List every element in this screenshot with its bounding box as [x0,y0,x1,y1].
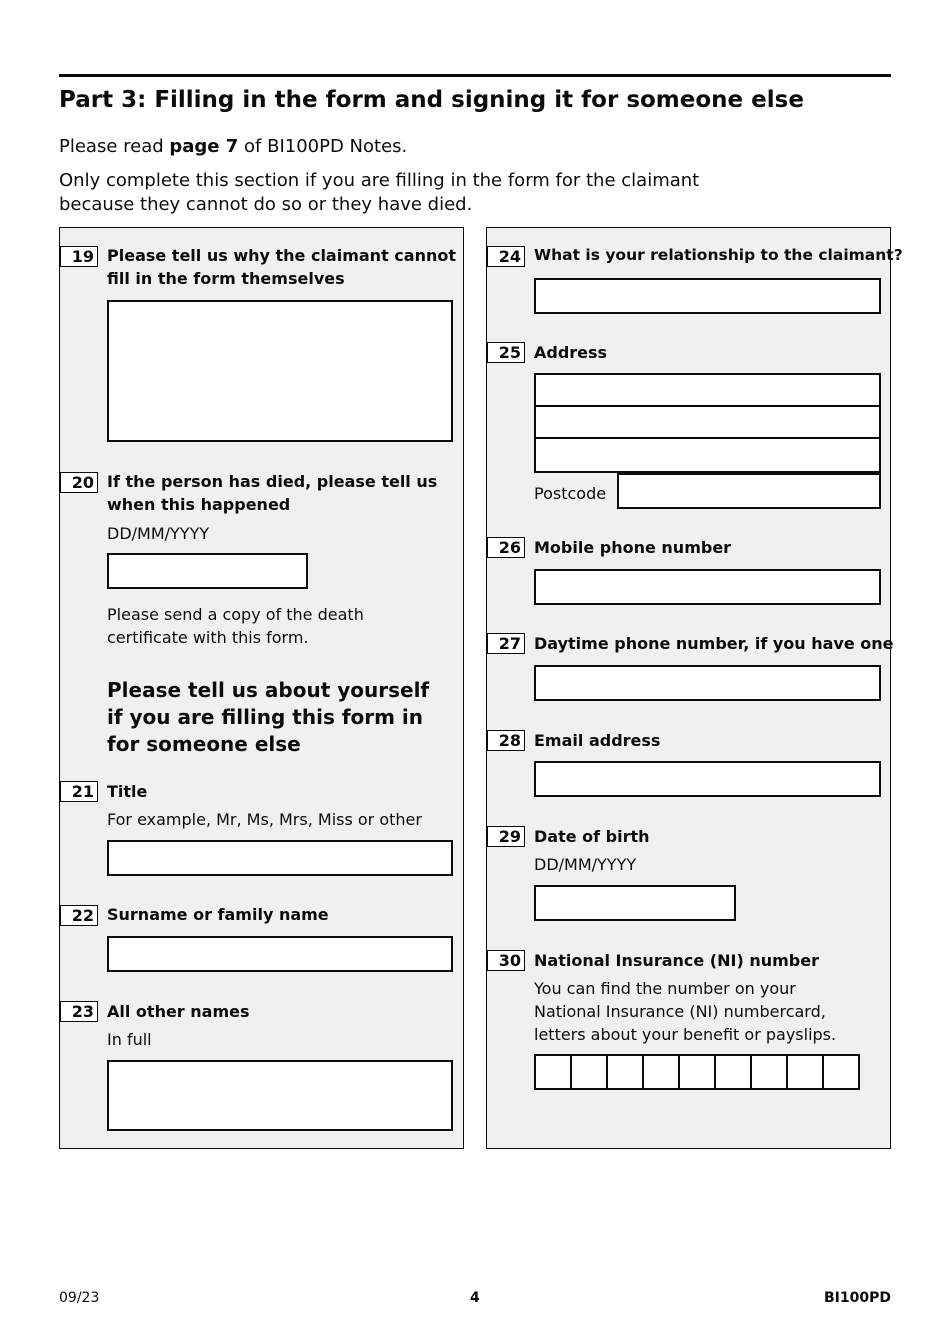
ni-number-cell[interactable] [642,1054,680,1090]
ni-number-cell[interactable] [786,1054,824,1090]
instruction-text: Only complete this section if you are filling in the form for the claimant because they cannot do so or they have died. [59,170,700,215]
footer-date: 09/23 [59,1290,100,1306]
postcode-input[interactable] [617,473,881,509]
dob-format-hint: DD/MM/YYYY [534,855,637,874]
question-label-20: If the person has died, please tell us when this happened [107,472,438,514]
question-number-28: 28 [487,730,525,751]
ni-number-cell[interactable] [534,1054,572,1090]
intro-text [59,135,407,159]
death-certificate-note: Please send a copy of the death certificate with this form. [107,605,364,647]
relationship-input[interactable] [534,278,881,314]
right-panel [486,227,903,1149]
question-number-20: 20 [60,472,98,493]
title-hint: For example, Mr, Ms, Mrs, Miss or other [107,810,422,829]
question-number-25: 25 [487,342,525,363]
ni-number-cell[interactable] [750,1054,788,1090]
date-of-birth-input[interactable] [534,885,736,921]
ni-number-input [534,1054,860,1090]
question-label-30: National Insurance (NI) number [534,951,819,970]
question-number-19: 19 [60,246,98,267]
question-number-21: 21 [60,781,98,802]
intro-bold: page 7 [169,136,239,157]
question-label-19: Please tell us why the claimant cannot fill in the form themselves [107,246,456,288]
question-number-24: 24 [487,246,525,267]
ni-number-cell[interactable] [822,1054,860,1090]
date-format-hint: DD/MM/YYYY [107,524,210,543]
ni-number-cell[interactable] [570,1054,608,1090]
question-number-23: 23 [60,1001,98,1022]
other-names-input[interactable] [107,1060,453,1131]
question-label-21: Title [107,782,148,801]
question-number-30: 30 [487,950,525,971]
ni-number-cell[interactable] [678,1054,716,1090]
date-of-death-input[interactable] [107,553,308,589]
question-label-23: All other names [107,1002,250,1021]
email-input[interactable] [534,761,881,797]
question-label-25: Address [534,343,608,362]
surname-input[interactable] [107,936,453,972]
question-label-24: What is your relationship to the claimant? [534,246,903,264]
page-title: Part 3: Filling in the form and signing it for someone else [59,87,804,113]
about-yourself-heading: Please tell us about yourself if you are filling this form in for someone else [107,678,430,756]
top-rule [59,74,891,77]
footer-form-ref: BI100PD [824,1290,891,1306]
postcode-label: Postcode [534,484,607,503]
question-label-29: Date of birth [534,827,650,846]
intro-pre: Please read [59,136,170,157]
question-label-26: Mobile phone number [534,538,732,557]
question-label-27: Daytime phone number, if you have one [534,634,894,653]
address-line-3-input[interactable] [534,437,881,473]
question-label-22: Surname or family name [107,905,329,924]
question-number-22: 22 [60,905,98,926]
ni-number-cell[interactable] [606,1054,644,1090]
ni-number-cell[interactable] [714,1054,752,1090]
address-line-1-input[interactable] [534,373,881,407]
title-input[interactable] [107,840,453,876]
question-label-28: Email address [534,731,661,750]
ni-number-hint: You can find the number on your National Insurance (NI) numbercard, letters about your benefit or payslips. [534,979,837,1044]
other-names-hint: In full [107,1030,152,1049]
reason-textarea[interactable] [107,300,453,442]
daytime-phone-input[interactable] [534,665,881,701]
question-number-27: 27 [487,633,525,654]
intro-post: of BI100PD Notes. [238,136,408,157]
left-panel [59,227,464,1149]
question-number-26: 26 [487,537,525,558]
mobile-phone-input[interactable] [534,569,881,605]
address-line-2-input[interactable] [534,405,881,439]
question-number-29: 29 [487,826,525,847]
footer-page-number: 4 [470,1290,480,1306]
